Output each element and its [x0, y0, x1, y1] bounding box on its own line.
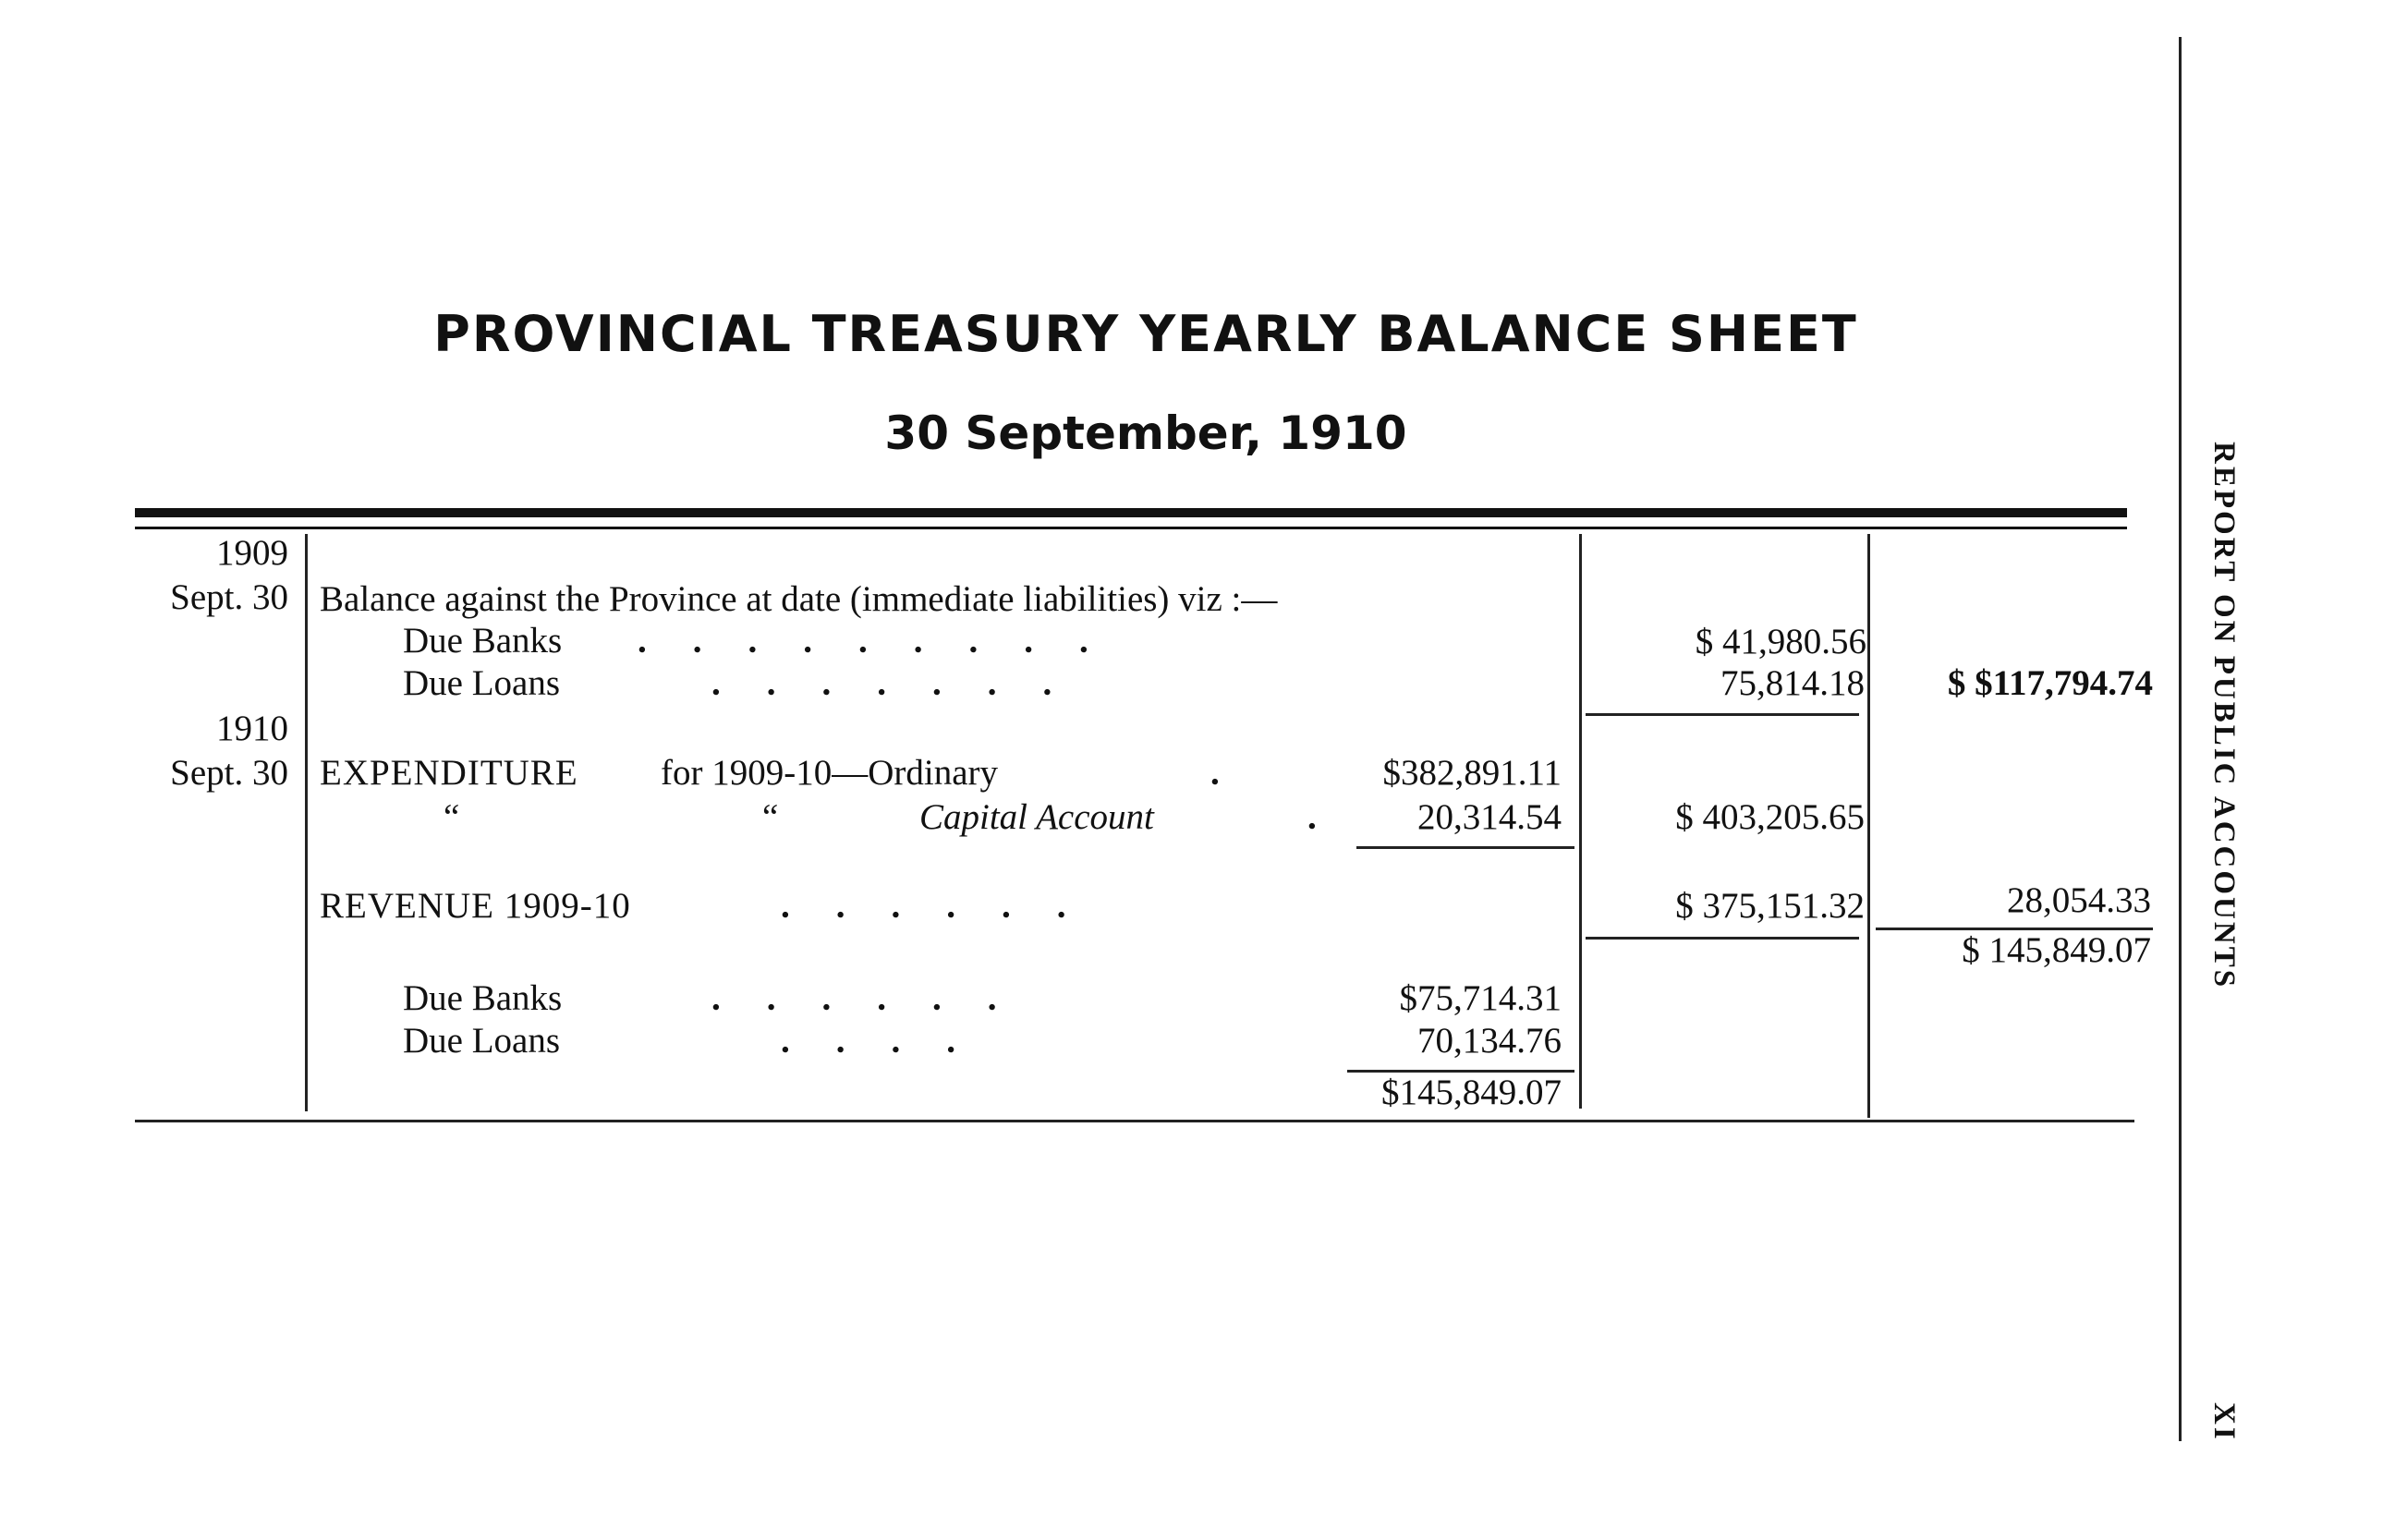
balance-due-banks-label: Due Banks — [403, 621, 563, 661]
expenditure-for-ordinary: for 1909-10—Ordinary — [661, 753, 998, 793]
column-divider-date — [305, 534, 308, 1111]
capital-account-label: Capital Account — [919, 797, 1154, 837]
balance-heading: Balance against the Province at date (immediate liabilities) viz :— — [320, 579, 1278, 619]
page-title: PROVINCIAL TREASURY YEARLY BALANCE SHEET — [433, 305, 1858, 363]
expenditure-total-amount: $ 403,205.65 — [1675, 797, 1865, 837]
leader-dots: .... — [781, 1021, 1002, 1061]
balance-due-banks-amount: $ 41,980.56 — [1695, 622, 1866, 661]
table-bottom-rule — [135, 1120, 2134, 1122]
leader-dots: ...... — [781, 886, 1112, 926]
ditto-mark: “ — [762, 797, 779, 837]
balance-due-loans-amount: 75,814.18 — [1720, 663, 1865, 703]
leader-dots: ......... — [638, 621, 1135, 661]
date-sept-30-1910: Sept. 30 — [170, 753, 288, 793]
date-year-1909: 1909 — [216, 533, 288, 573]
expenditure-subtotal-rule — [1356, 846, 1574, 849]
margin-line — [2179, 37, 2182, 1441]
date-year-1910: 1910 — [216, 709, 288, 748]
header-rule-thin — [135, 527, 2127, 529]
page-number: XI — [2207, 1402, 2241, 1442]
grand-total-amount: $ 145,849.07 — [1962, 930, 2151, 970]
closing-due-loans-amount: 70,134.76 — [1417, 1021, 1562, 1061]
header-rule-thick — [135, 508, 2127, 517]
date-sept-30-1909: Sept. 30 — [170, 577, 288, 617]
page-subtitle-date: 30 September, 1910 — [884, 406, 1407, 460]
revenue-subtotal-rule — [1586, 937, 1859, 940]
revenue-amount: $ 375,151.32 — [1675, 886, 1865, 926]
side-running-header: REPORT ON PUBLIC ACCOUNTS — [2207, 442, 2241, 990]
expenditure-label: EXPENDITURE — [320, 753, 578, 793]
closing-total-amount: $145,849.07 — [1381, 1073, 1562, 1112]
capital-account-amount: 20,314.54 — [1417, 797, 1562, 837]
leader-dots: . — [1307, 797, 1363, 837]
closing-due-banks-label: Due Banks — [403, 978, 563, 1018]
leader-dots: ...... — [711, 978, 1043, 1018]
column-divider-amount-2 — [1867, 534, 1870, 1118]
leader-dots: ....... — [711, 663, 1099, 703]
leader-dots: . — [1210, 753, 1266, 793]
balance-subtotal-rule — [1586, 713, 1859, 716]
expenditure-ordinary-amount: $382,891.11 — [1382, 753, 1562, 793]
ditto-mark: “ — [444, 797, 460, 837]
closing-due-banks-amount: $75,714.31 — [1399, 978, 1562, 1018]
balance-total-amount: $ $117,794.74 — [1947, 663, 2153, 703]
revenue-difference-amount: 28,054.33 — [2007, 880, 2151, 920]
revenue-label: REVENUE 1909-10 — [320, 886, 631, 926]
balance-due-loans-label: Due Loans — [403, 663, 561, 703]
closing-due-loans-label: Due Loans — [403, 1021, 561, 1061]
